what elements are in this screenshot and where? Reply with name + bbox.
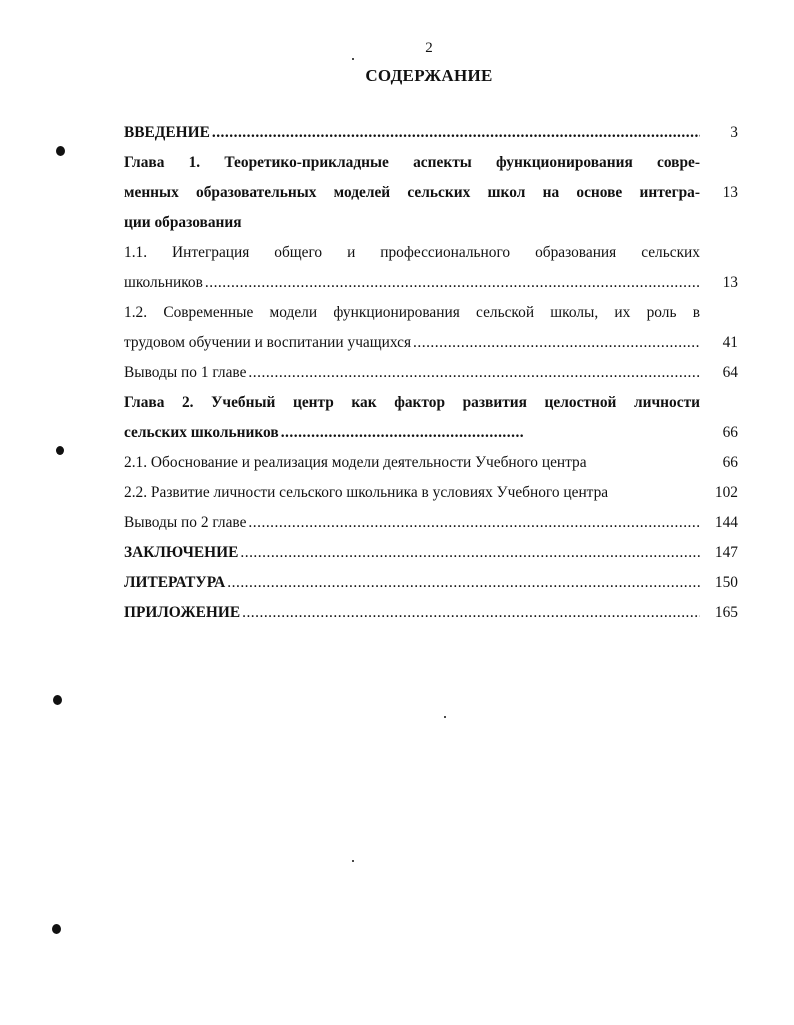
toc-entry-conclusions-1[interactable] [124,358,738,388]
toc-entry-label: ЛИТЕРАТУРА [124,574,226,591]
toc-entry-chapter-1[interactable] [124,148,738,238]
toc-entry-label: ВВЕДЕНИЕ [124,124,210,141]
dot-leader [248,358,700,388]
dot-leader [242,598,700,628]
toc-entry-label: Выводы по 2 главе [124,514,247,531]
dot-leader [413,328,700,358]
scan-speck [52,924,61,934]
toc-entry-literature[interactable] [124,568,738,598]
toc-page-number: 66 [722,454,738,471]
toc-entry-label-line: школьников [124,274,203,291]
toc-entry-label-line: сельских школьников [124,424,279,441]
page-title: СОДЕРЖАНИЕ [365,66,493,85]
dot-leader [240,538,700,568]
page-number: 2 [425,40,433,56]
toc-page-number: 147 [714,544,738,561]
toc-entry-label-line: трудовом обучении и воспитании учащихся [124,334,412,351]
toc-entry-label-line: ции образования [124,214,242,231]
toc-entry-appendix[interactable] [124,598,738,628]
toc-page-number: 13 [722,184,738,201]
toc-entry-label-line: Глава 2. Учебный центр как фактор развития целостной личности [124,394,700,411]
toc-page-number: 3 [730,124,738,141]
scan-speck [56,446,64,455]
toc-entry-label-line: 1.2. Современные модели функционирования сельской школы, их роль в [124,304,700,321]
toc-entry-section-2-2[interactable] [124,478,738,508]
toc-entry-conclusion[interactable] [124,538,738,568]
toc-entry-label: ЗАКЛЮЧЕНИЕ [124,544,239,561]
scan-speck [53,695,62,705]
toc-page-number: 165 [714,604,738,621]
scan-speck [352,58,354,60]
toc-page-number: 41 [722,334,738,351]
toc-page-number: 66 [722,424,738,441]
toc-entry-label: 2.2. Развитие личности сельского школьника в условиях Учебного центра [124,484,609,501]
dot-leader [281,418,524,448]
dot-leader [212,118,700,148]
toc-entry-label-line: 1.1. Интеграция общего и профессионального образования сельских [124,244,700,261]
scan-speck [352,860,354,862]
toc-page-number: 150 [714,574,738,591]
toc-entry-section-1-1[interactable] [124,238,738,298]
scan-speck [56,146,65,156]
toc-entry-label: Выводы по 1 главе [124,364,247,381]
toc-page-number: 13 [722,274,738,291]
toc-entry-label: ПРИЛОЖЕНИЕ [124,604,241,621]
dot-leader [205,268,700,298]
dot-leader [248,508,700,538]
toc-entry-label: 2.1. Обоснование и реализация модели деятельности Учебного центра [124,454,587,471]
toc-entry-section-2-1[interactable] [124,448,738,478]
toc-entry-chapter-2[interactable] [124,388,738,448]
toc-entry-section-1-2[interactable] [124,298,738,358]
dot-leader [227,568,700,598]
toc-page-number: 102 [714,484,738,501]
toc-entry-conclusions-2[interactable] [124,508,738,538]
toc-entry-introduction[interactable] [124,118,738,148]
toc-page-number: 64 [722,364,738,381]
toc-page-number: 144 [714,514,738,531]
scan-speck [444,716,446,718]
toc-entry-label-line: Глава 1. Теоретико-прикладные аспекты функционирования совре- [124,154,700,171]
toc-entry-label-line: менных образовательных моделей сельских школ на основе интегра- [124,184,700,201]
